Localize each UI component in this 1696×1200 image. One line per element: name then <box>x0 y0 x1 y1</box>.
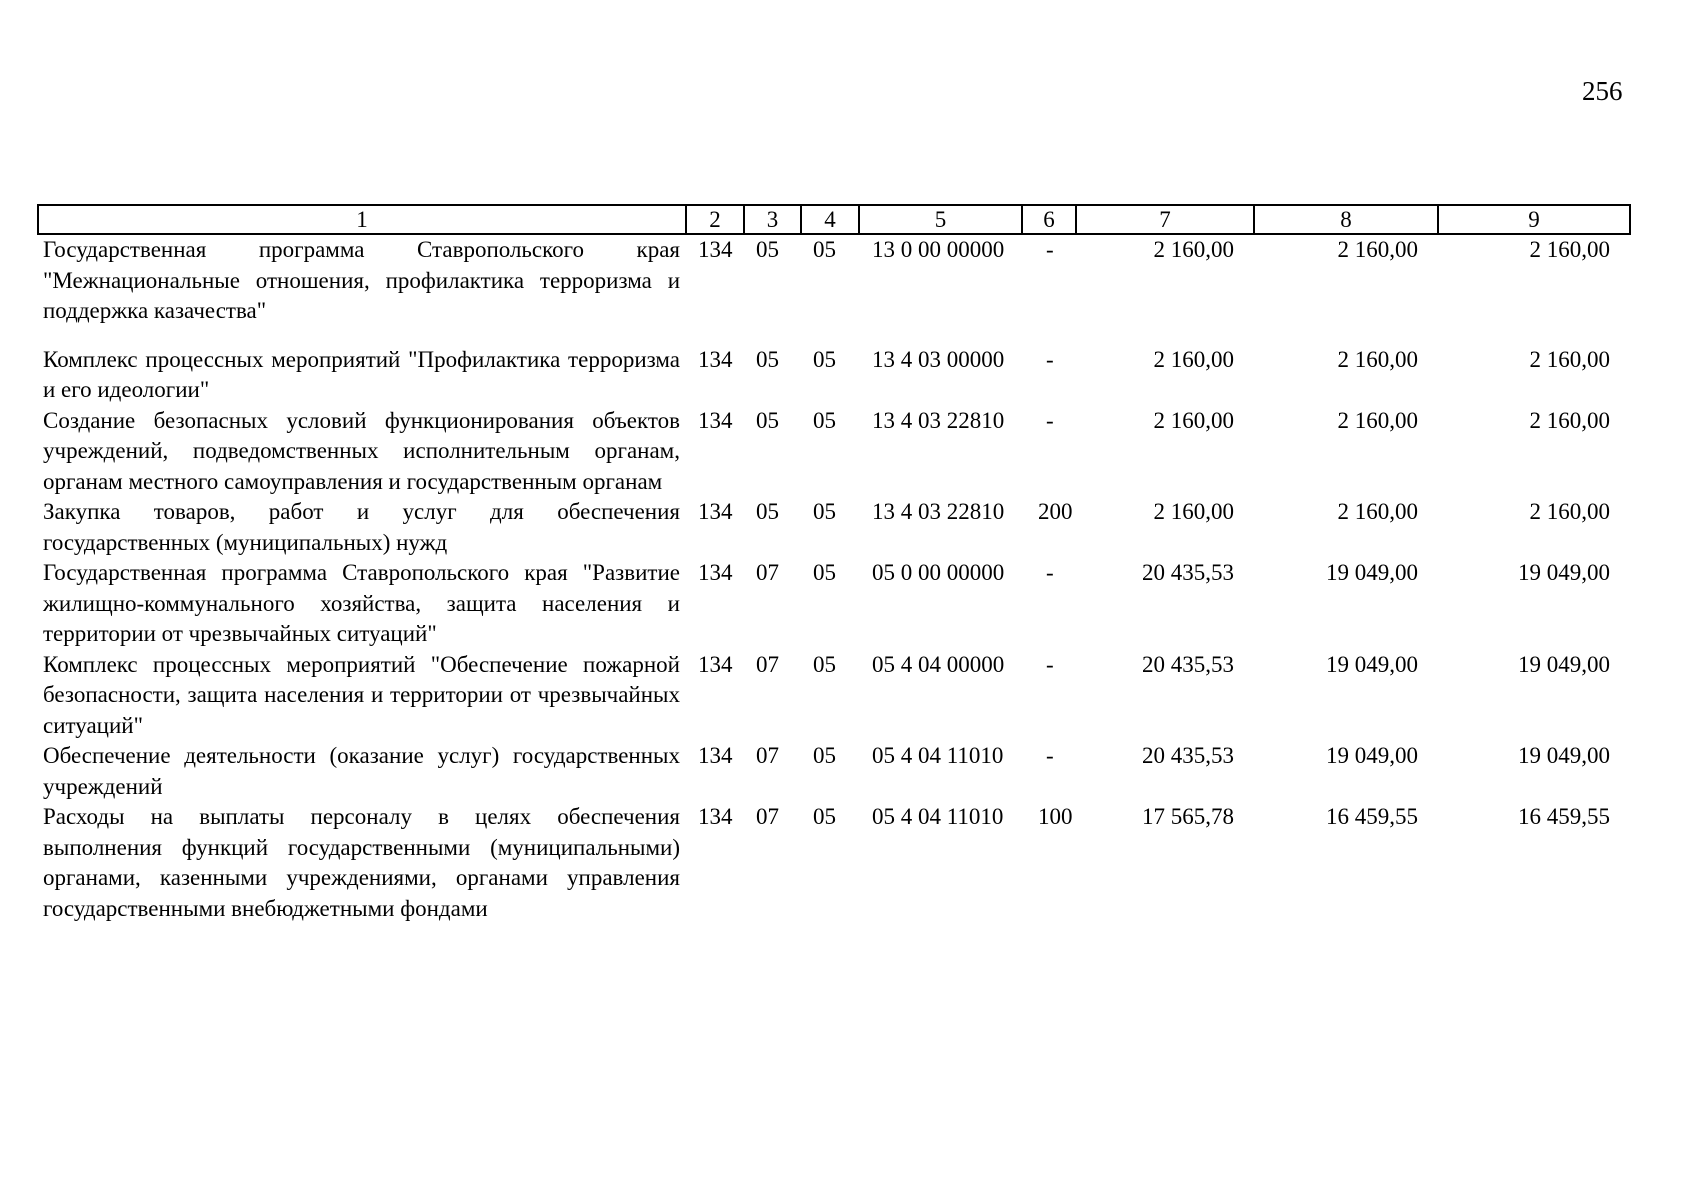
row-rz: 05 <box>756 407 779 433</box>
row-sum-1: 20 435,53 <box>1142 560 1234 585</box>
row-sum-2: 19 049,00 <box>1326 651 1418 677</box>
row-vr: - <box>1046 560 1054 585</box>
row-rz: 05 <box>756 346 779 372</box>
row-sum-3: 16 459,55 <box>1518 804 1610 829</box>
row-ved: 134 <box>698 346 733 372</box>
row-pr: 05 <box>813 651 836 677</box>
row-csr: 13 4 03 22810 <box>872 499 1005 524</box>
row-name: Создание безопасных условий функционирования объектов учреждений, подведомственных исполнительным органам, органам местного самоуправления и государственным органам <box>43 407 680 494</box>
header-col-9: 9 <box>1438 205 1630 234</box>
row-csr: 05 4 04 00000 <box>872 651 1005 677</box>
budget-table <box>37 204 1631 924</box>
row-name: Комплекс процессных мероприятий "Профилактика терроризма и его идеологии" <box>43 346 680 402</box>
row-sum-3: 19 049,00 <box>1518 651 1610 677</box>
row-sum-3: 19 049,00 <box>1518 560 1610 585</box>
row-sum-2: 19 049,00 <box>1326 743 1418 768</box>
row-sum-2: 16 459,55 <box>1326 804 1418 829</box>
header-col-1: 1 <box>38 205 686 234</box>
row-csr: 05 0 00 00000 <box>872 560 1005 585</box>
row-vr: - <box>1046 237 1054 262</box>
table-row <box>38 741 1630 802</box>
table-header-row <box>38 205 1630 234</box>
row-vr: 100 <box>1038 804 1073 829</box>
table-row <box>38 650 1630 742</box>
table-row <box>38 802 1630 924</box>
table-row <box>38 345 1630 406</box>
row-sum-1: 2 160,00 <box>1153 499 1234 524</box>
table-row <box>38 234 1630 345</box>
row-name: Обеспечение деятельности (оказание услуг) государственных учреждений <box>43 743 680 799</box>
row-sum-3: 19 049,00 <box>1518 743 1610 768</box>
row-sum-1: 17 565,78 <box>1142 804 1234 829</box>
row-sum-3: 2 160,00 <box>1529 346 1610 372</box>
row-vr: 200 <box>1038 499 1073 524</box>
table-row <box>38 497 1630 558</box>
table-row <box>38 406 1630 498</box>
page-number: 256 <box>1582 76 1623 106</box>
row-ved: 134 <box>698 499 733 524</box>
row-ved: 134 <box>698 804 733 829</box>
row-sum-2: 2 160,00 <box>1337 407 1418 433</box>
row-name: Государственная программа Ставропольского края "Межнациональные отношения, профилактика терроризма и поддержка казачества" <box>43 237 680 323</box>
row-rz: 05 <box>756 237 779 262</box>
row-sum-1: 2 160,00 <box>1153 346 1234 372</box>
row-csr: 13 4 03 00000 <box>872 346 1005 372</box>
header-col-5: 5 <box>859 205 1022 234</box>
row-rz: 07 <box>756 651 779 677</box>
row-csr: 05 4 04 11010 <box>872 804 1004 829</box>
row-rz: 07 <box>756 804 779 829</box>
row-rz: 05 <box>756 499 779 524</box>
row-csr: 13 4 03 22810 <box>872 407 1005 433</box>
row-rz: 07 <box>756 743 779 768</box>
row-name: Государственная программа Ставропольского края "Развитие жилищно-коммунального хозяйства, защита населения и территории от чрезвычайных ситуаций" <box>43 560 680 646</box>
header-col-8: 8 <box>1254 205 1438 234</box>
budget-table-container <box>37 204 1629 924</box>
row-ved: 134 <box>698 407 733 433</box>
header-col-6: 6 <box>1022 205 1076 234</box>
row-sum-1: 20 435,53 <box>1142 651 1234 677</box>
row-rz: 07 <box>756 560 779 585</box>
row-pr: 05 <box>813 407 836 433</box>
row-sum-3: 2 160,00 <box>1529 499 1610 524</box>
row-vr: - <box>1046 743 1054 768</box>
row-sum-2: 2 160,00 <box>1337 499 1418 524</box>
row-pr: 05 <box>813 560 836 585</box>
row-name: Комплекс процессных мероприятий "Обеспечение пожарной безопасности, защита населения и территории от чрезвычайных ситуаций" <box>43 651 680 738</box>
row-vr: - <box>1046 407 1054 433</box>
header-col-3: 3 <box>744 205 801 234</box>
header-col-2: 2 <box>686 205 744 234</box>
row-name: Закупка товаров, работ и услуг для обеспечения государственных (муниципальных) нужд <box>43 499 680 555</box>
row-ved: 134 <box>698 651 733 677</box>
row-ved: 134 <box>698 560 733 585</box>
row-pr: 05 <box>813 804 836 829</box>
row-pr: 05 <box>813 743 836 768</box>
table-row <box>38 558 1630 650</box>
row-sum-1: 2 160,00 <box>1153 407 1234 433</box>
row-pr: 05 <box>813 237 836 262</box>
row-csr: 13 0 00 00000 <box>872 237 1005 262</box>
row-ved: 134 <box>698 237 733 262</box>
row-sum-2: 2 160,00 <box>1337 346 1418 372</box>
row-sum-1: 2 160,00 <box>1153 237 1234 262</box>
row-sum-3: 2 160,00 <box>1529 237 1610 262</box>
row-sum-2: 19 049,00 <box>1326 560 1418 585</box>
row-vr: - <box>1046 346 1054 372</box>
row-sum-1: 20 435,53 <box>1142 743 1234 768</box>
row-sum-2: 2 160,00 <box>1337 237 1418 262</box>
header-col-4: 4 <box>801 205 859 234</box>
row-ved: 134 <box>698 743 733 768</box>
row-pr: 05 <box>813 499 836 524</box>
row-pr: 05 <box>813 346 836 372</box>
row-vr: - <box>1046 651 1054 677</box>
row-name: Расходы на выплаты персоналу в целях обеспечения выполнения функций государственными (муниципальными) органами, казенными учреждениями, органами управления государственными внебюджетными фондами <box>43 804 680 921</box>
row-csr: 05 4 04 11010 <box>872 743 1004 768</box>
row-sum-3: 2 160,00 <box>1529 407 1610 433</box>
header-col-7: 7 <box>1076 205 1254 234</box>
